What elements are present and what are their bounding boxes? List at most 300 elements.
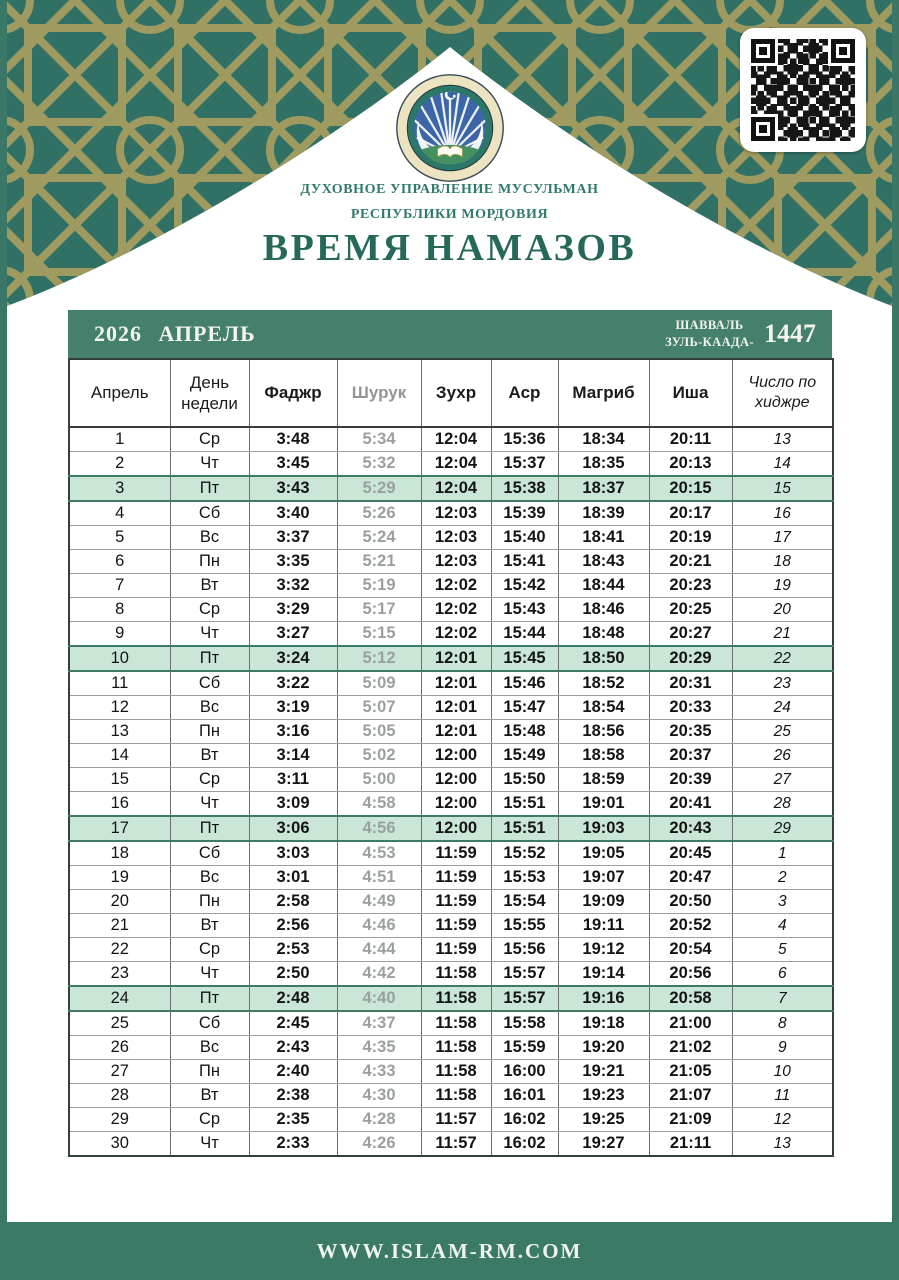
cell-shuruk: 4:44	[337, 938, 421, 962]
cell-shuruk: 4:37	[337, 1011, 421, 1036]
page-title: ВРЕМЯ НАМАЗОВ	[262, 227, 637, 269]
organization-name	[0, 178, 899, 227]
cell-asr: 15:54	[491, 890, 558, 914]
cell-fajr: 3:45	[249, 452, 337, 477]
cell-zuhr: 12:04	[421, 476, 491, 501]
cell-fajr: 2:56	[249, 914, 337, 938]
cell-shuruk: 5:05	[337, 720, 421, 744]
cell-fajr: 2:45	[249, 1011, 337, 1036]
cell-zuhr: 12:01	[421, 720, 491, 744]
cell-maghrib: 18:50	[558, 646, 649, 671]
cell-dow: Вс	[170, 526, 249, 550]
cell-asr: 15:38	[491, 476, 558, 501]
cell-shuruk: 4:35	[337, 1036, 421, 1060]
cell-asr: 15:55	[491, 914, 558, 938]
org-name-line2: РЕСПУБЛИКИ МОРДОВИЯ	[350, 206, 549, 222]
cell-dow: Пн	[170, 550, 249, 574]
cell-zuhr: 12:03	[421, 526, 491, 550]
cell-fajr: 3:32	[249, 574, 337, 598]
cell-isha: 20:25	[649, 598, 732, 622]
cell-maghrib: 18:44	[558, 574, 649, 598]
cell-hijri: 11	[732, 1084, 833, 1108]
cell-fajr: 3:06	[249, 816, 337, 841]
column-header-shuruk: Шурук	[337, 359, 421, 427]
table-row-day-29	[69, 1108, 833, 1132]
qr-finder-icon	[751, 117, 775, 141]
cell-zuhr: 12:00	[421, 816, 491, 841]
cell-maghrib: 18:58	[558, 744, 649, 768]
cell-day: 13	[69, 720, 170, 744]
cell-day: 28	[69, 1084, 170, 1108]
cell-hijri: 17	[732, 526, 833, 550]
cell-shuruk: 5:09	[337, 671, 421, 696]
org-name-line1: ДУХОВНОЕ УПРАВЛЕНИЕ МУСУЛЬМАН	[300, 182, 599, 197]
column-header-hijri: Число по хиджре	[732, 359, 833, 427]
cell-day: 29	[69, 1108, 170, 1132]
cell-dow: Чт	[170, 452, 249, 477]
cell-hijri: 12	[732, 1108, 833, 1132]
cell-maghrib: 19:14	[558, 962, 649, 987]
cell-isha: 20:27	[649, 622, 732, 647]
cell-isha: 20:15	[649, 476, 732, 501]
hijri-month-line2: ЗУЛЬ-КААДА-	[665, 335, 754, 349]
cell-dow: Ср	[170, 938, 249, 962]
cell-zuhr: 12:04	[421, 427, 491, 452]
cell-asr: 15:36	[491, 427, 558, 452]
cell-hijri: 18	[732, 550, 833, 574]
cell-isha: 20:54	[649, 938, 732, 962]
cell-asr: 15:45	[491, 646, 558, 671]
qr-finder-icon	[831, 39, 855, 63]
cell-shuruk: 5:07	[337, 696, 421, 720]
cell-zuhr: 11:59	[421, 938, 491, 962]
cell-hijri: 9	[732, 1036, 833, 1060]
table-row-day-24	[69, 986, 833, 1011]
cell-zuhr: 11:58	[421, 1060, 491, 1084]
cell-hijri: 22	[732, 646, 833, 671]
cell-hijri: 10	[732, 1060, 833, 1084]
cell-day: 11	[69, 671, 170, 696]
cell-dow: Ср	[170, 427, 249, 452]
cell-isha: 20:37	[649, 744, 732, 768]
cell-day: 23	[69, 962, 170, 987]
table-row-day-13	[69, 720, 833, 744]
table-row-day-21	[69, 914, 833, 938]
cell-asr: 15:52	[491, 841, 558, 866]
cell-asr: 15:51	[491, 816, 558, 841]
cell-zuhr: 11:59	[421, 890, 491, 914]
cell-asr: 15:50	[491, 768, 558, 792]
cell-dow: Пт	[170, 986, 249, 1011]
cell-dow: Пн	[170, 720, 249, 744]
cell-shuruk: 5:19	[337, 574, 421, 598]
cell-hijri: 27	[732, 768, 833, 792]
cell-day: 1	[69, 427, 170, 452]
cell-isha: 20:50	[649, 890, 732, 914]
cell-zuhr: 11:58	[421, 1011, 491, 1036]
cell-dow: Вт	[170, 574, 249, 598]
cell-maghrib: 18:48	[558, 622, 649, 647]
cell-dow: Вс	[170, 866, 249, 890]
column-header-maghrib: Магриб	[558, 359, 649, 427]
table-row-day-4	[69, 501, 833, 526]
cell-day: 6	[69, 550, 170, 574]
column-header-dow: День недели	[170, 359, 249, 427]
cell-day: 2	[69, 452, 170, 477]
cell-day: 16	[69, 792, 170, 817]
cell-shuruk: 5:17	[337, 598, 421, 622]
cell-day: 17	[69, 816, 170, 841]
cell-shuruk: 4:33	[337, 1060, 421, 1084]
cell-fajr: 3:01	[249, 866, 337, 890]
cell-hijri: 24	[732, 696, 833, 720]
cell-dow: Пн	[170, 890, 249, 914]
cell-day: 24	[69, 986, 170, 1011]
cell-maghrib: 18:35	[558, 452, 649, 477]
cell-zuhr: 12:00	[421, 768, 491, 792]
cell-day: 27	[69, 1060, 170, 1084]
cell-zuhr: 11:58	[421, 986, 491, 1011]
table-row-day-7	[69, 574, 833, 598]
cell-dow: Пт	[170, 816, 249, 841]
cell-shuruk: 4:28	[337, 1108, 421, 1132]
cell-isha: 21:05	[649, 1060, 732, 1084]
cell-asr: 15:37	[491, 452, 558, 477]
table-row-day-27	[69, 1060, 833, 1084]
cell-shuruk: 5:00	[337, 768, 421, 792]
cell-day: 18	[69, 841, 170, 866]
cell-maghrib: 19:12	[558, 938, 649, 962]
cell-zuhr: 12:00	[421, 744, 491, 768]
cell-hijri: 13	[732, 1132, 833, 1157]
cell-shuruk: 4:42	[337, 962, 421, 987]
cell-hijri: 14	[732, 452, 833, 477]
cell-asr: 15:40	[491, 526, 558, 550]
cell-shuruk: 5:34	[337, 427, 421, 452]
cell-fajr: 3:09	[249, 792, 337, 817]
cell-fajr: 3:19	[249, 696, 337, 720]
cell-hijri: 1	[732, 841, 833, 866]
column-header-isha: Иша	[649, 359, 732, 427]
cell-shuruk: 4:30	[337, 1084, 421, 1108]
cell-day: 30	[69, 1132, 170, 1157]
cell-isha: 20:31	[649, 671, 732, 696]
cell-maghrib: 19:11	[558, 914, 649, 938]
cell-maghrib: 19:09	[558, 890, 649, 914]
cell-day: 4	[69, 501, 170, 526]
qr-finder-icon	[751, 39, 775, 63]
cell-hijri: 25	[732, 720, 833, 744]
cell-dow: Пт	[170, 476, 249, 501]
cell-shuruk: 5:02	[337, 744, 421, 768]
cell-asr: 15:39	[491, 501, 558, 526]
cell-fajr: 3:24	[249, 646, 337, 671]
cell-asr: 16:02	[491, 1108, 558, 1132]
cell-zuhr: 12:00	[421, 792, 491, 817]
qr-modules	[751, 39, 855, 141]
cell-maghrib: 19:05	[558, 841, 649, 866]
column-header-asr: Аср	[491, 359, 558, 427]
cell-dow: Сб	[170, 671, 249, 696]
table-row-day-9	[69, 622, 833, 647]
cell-asr: 16:00	[491, 1060, 558, 1084]
cell-shuruk: 4:46	[337, 914, 421, 938]
cell-fajr: 2:48	[249, 986, 337, 1011]
cell-isha: 21:11	[649, 1132, 732, 1157]
cell-dow: Ср	[170, 768, 249, 792]
cell-asr: 15:53	[491, 866, 558, 890]
cell-maghrib: 19:25	[558, 1108, 649, 1132]
column-header-fajr: Фаджр	[249, 359, 337, 427]
cell-dow: Пн	[170, 1060, 249, 1084]
cell-day: 22	[69, 938, 170, 962]
cell-hijri: 8	[732, 1011, 833, 1036]
cell-day: 25	[69, 1011, 170, 1036]
prayer-times-table	[68, 358, 834, 1157]
table-row-day-1	[69, 427, 833, 452]
cell-isha: 21:09	[649, 1108, 732, 1132]
cell-fajr: 3:14	[249, 744, 337, 768]
cell-dow: Ср	[170, 1108, 249, 1132]
cell-shuruk: 4:56	[337, 816, 421, 841]
cell-isha: 20:39	[649, 768, 732, 792]
table-row-day-8	[69, 598, 833, 622]
cell-hijri: 19	[732, 574, 833, 598]
cell-fajr: 3:43	[249, 476, 337, 501]
cell-zuhr: 12:02	[421, 574, 491, 598]
cell-dow: Чт	[170, 1132, 249, 1157]
prayer-table-body	[69, 427, 833, 1156]
table-row-day-6	[69, 550, 833, 574]
cell-asr: 15:41	[491, 550, 558, 574]
cell-maghrib: 18:41	[558, 526, 649, 550]
cell-day: 19	[69, 866, 170, 890]
cell-fajr: 3:37	[249, 526, 337, 550]
cell-zuhr: 12:02	[421, 598, 491, 622]
crescent-sunrise-quran-emblem-icon	[393, 71, 507, 185]
cell-asr: 15:56	[491, 938, 558, 962]
cell-asr: 15:48	[491, 720, 558, 744]
cell-maghrib: 18:52	[558, 671, 649, 696]
cell-isha: 20:19	[649, 526, 732, 550]
cell-shuruk: 5:15	[337, 622, 421, 647]
cell-maghrib: 18:59	[558, 768, 649, 792]
cell-day: 12	[69, 696, 170, 720]
cell-fajr: 2:43	[249, 1036, 337, 1060]
cell-asr: 15:46	[491, 671, 558, 696]
cell-asr: 15:57	[491, 986, 558, 1011]
table-header-row	[69, 359, 833, 427]
cell-zuhr: 12:01	[421, 696, 491, 720]
cell-shuruk: 4:51	[337, 866, 421, 890]
cell-zuhr: 11:57	[421, 1132, 491, 1157]
cell-maghrib: 18:34	[558, 427, 649, 452]
cell-maghrib: 18:54	[558, 696, 649, 720]
cell-zuhr: 11:59	[421, 914, 491, 938]
cell-isha: 21:00	[649, 1011, 732, 1036]
cell-asr: 15:49	[491, 744, 558, 768]
cell-hijri: 13	[732, 427, 833, 452]
cell-maghrib: 18:46	[558, 598, 649, 622]
cell-fajr: 3:16	[249, 720, 337, 744]
cell-fajr: 2:38	[249, 1084, 337, 1108]
table-row-day-15	[69, 768, 833, 792]
table-row-day-10	[69, 646, 833, 671]
cell-isha: 20:35	[649, 720, 732, 744]
cell-dow: Чт	[170, 622, 249, 647]
cell-dow: Чт	[170, 962, 249, 987]
cell-hijri: 5	[732, 938, 833, 962]
cell-maghrib: 19:16	[558, 986, 649, 1011]
cell-dow: Сб	[170, 841, 249, 866]
table-row-day-19	[69, 866, 833, 890]
cell-hijri: 28	[732, 792, 833, 817]
cell-day: 20	[69, 890, 170, 914]
cell-shuruk: 5:12	[337, 646, 421, 671]
cell-dow: Вт	[170, 1084, 249, 1108]
cell-fajr: 3:27	[249, 622, 337, 647]
cell-isha: 20:13	[649, 452, 732, 477]
cell-hijri: 7	[732, 986, 833, 1011]
cell-zuhr: 11:57	[421, 1108, 491, 1132]
cell-shuruk: 4:26	[337, 1132, 421, 1157]
cell-isha: 20:29	[649, 646, 732, 671]
cell-day: 9	[69, 622, 170, 647]
cell-day: 3	[69, 476, 170, 501]
cell-shuruk: 5:29	[337, 476, 421, 501]
cell-maghrib: 18:39	[558, 501, 649, 526]
cell-day: 15	[69, 768, 170, 792]
table-row-day-18	[69, 841, 833, 866]
cell-maghrib: 19:03	[558, 816, 649, 841]
cell-asr: 15:51	[491, 792, 558, 817]
cell-maghrib: 19:01	[558, 792, 649, 817]
cell-dow: Вс	[170, 1036, 249, 1060]
cell-isha: 20:21	[649, 550, 732, 574]
footer-bar	[0, 1222, 899, 1280]
cell-dow: Сб	[170, 501, 249, 526]
cell-day: 5	[69, 526, 170, 550]
cell-maghrib: 19:07	[558, 866, 649, 890]
cell-hijri: 6	[732, 962, 833, 987]
cell-isha: 20:58	[649, 986, 732, 1011]
cell-maghrib: 19:23	[558, 1084, 649, 1108]
cell-asr: 15:44	[491, 622, 558, 647]
cell-dow: Вт	[170, 914, 249, 938]
cell-asr: 15:42	[491, 574, 558, 598]
cell-isha: 20:43	[649, 816, 732, 841]
gregorian-month-label	[94, 321, 256, 347]
cell-day: 14	[69, 744, 170, 768]
cell-fajr: 2:53	[249, 938, 337, 962]
table-row-day-25	[69, 1011, 833, 1036]
cell-shuruk: 4:53	[337, 841, 421, 866]
cell-fajr: 3:35	[249, 550, 337, 574]
cell-asr: 15:43	[491, 598, 558, 622]
cell-asr: 15:57	[491, 962, 558, 987]
cell-shuruk: 5:26	[337, 501, 421, 526]
cell-isha: 20:52	[649, 914, 732, 938]
cell-day: 10	[69, 646, 170, 671]
website-link[interactable]: WWW.ISLAM-RM.COM	[316, 1238, 583, 1263]
cell-hijri: 3	[732, 890, 833, 914]
cell-isha: 20:56	[649, 962, 732, 987]
cell-hijri: 2	[732, 866, 833, 890]
cell-maghrib: 19:27	[558, 1132, 649, 1157]
column-header-day: Апрель	[69, 359, 170, 427]
cell-dow: Пт	[170, 646, 249, 671]
cell-fajr: 2:50	[249, 962, 337, 987]
cell-shuruk: 5:32	[337, 452, 421, 477]
cell-dow: Сб	[170, 1011, 249, 1036]
cell-hijri: 4	[732, 914, 833, 938]
cell-isha: 21:07	[649, 1084, 732, 1108]
cell-maghrib: 18:56	[558, 720, 649, 744]
cell-zuhr: 12:02	[421, 622, 491, 647]
table-row-day-22	[69, 938, 833, 962]
table-row-day-23	[69, 962, 833, 987]
table-row-day-20	[69, 890, 833, 914]
cell-isha: 20:45	[649, 841, 732, 866]
cell-isha: 20:17	[649, 501, 732, 526]
cell-hijri: 20	[732, 598, 833, 622]
cell-isha: 20:41	[649, 792, 732, 817]
cell-fajr: 2:35	[249, 1108, 337, 1132]
cell-shuruk: 4:49	[337, 890, 421, 914]
table-row-day-28	[69, 1084, 833, 1108]
cell-maghrib: 18:43	[558, 550, 649, 574]
cell-zuhr: 12:04	[421, 452, 491, 477]
column-header-zuhr: Зухр	[421, 359, 491, 427]
cell-isha: 20:11	[649, 427, 732, 452]
cell-zuhr: 12:03	[421, 550, 491, 574]
cell-isha: 20:33	[649, 696, 732, 720]
table-row-day-12	[69, 696, 833, 720]
cell-asr: 16:01	[491, 1084, 558, 1108]
cell-dow: Вс	[170, 696, 249, 720]
cell-day: 21	[69, 914, 170, 938]
hijri-month-label	[665, 317, 816, 351]
cell-asr: 15:47	[491, 696, 558, 720]
cell-zuhr: 11:58	[421, 1084, 491, 1108]
cell-hijri: 23	[732, 671, 833, 696]
cell-fajr: 2:33	[249, 1132, 337, 1157]
table-row-day-17	[69, 816, 833, 841]
cell-hijri: 15	[732, 476, 833, 501]
cell-fajr: 3:40	[249, 501, 337, 526]
cell-zuhr: 12:01	[421, 671, 491, 696]
cell-fajr: 2:58	[249, 890, 337, 914]
cell-shuruk: 5:21	[337, 550, 421, 574]
cell-zuhr: 11:58	[421, 962, 491, 987]
cell-shuruk: 4:58	[337, 792, 421, 817]
cell-asr: 15:58	[491, 1011, 558, 1036]
month-label: АПРЕЛЬ	[158, 321, 256, 346]
cell-dow: Ср	[170, 598, 249, 622]
cell-day: 7	[69, 574, 170, 598]
cell-fajr: 3:22	[249, 671, 337, 696]
table-row-day-14	[69, 744, 833, 768]
month-bar	[68, 310, 832, 358]
hijri-year-label: 1447	[764, 319, 816, 348]
cell-isha: 21:02	[649, 1036, 732, 1060]
table-row-day-30	[69, 1132, 833, 1157]
cell-day: 8	[69, 598, 170, 622]
table-row-day-26	[69, 1036, 833, 1060]
qr-code[interactable]	[740, 28, 866, 152]
table-row-day-16	[69, 792, 833, 817]
table-row-day-2	[69, 452, 833, 477]
